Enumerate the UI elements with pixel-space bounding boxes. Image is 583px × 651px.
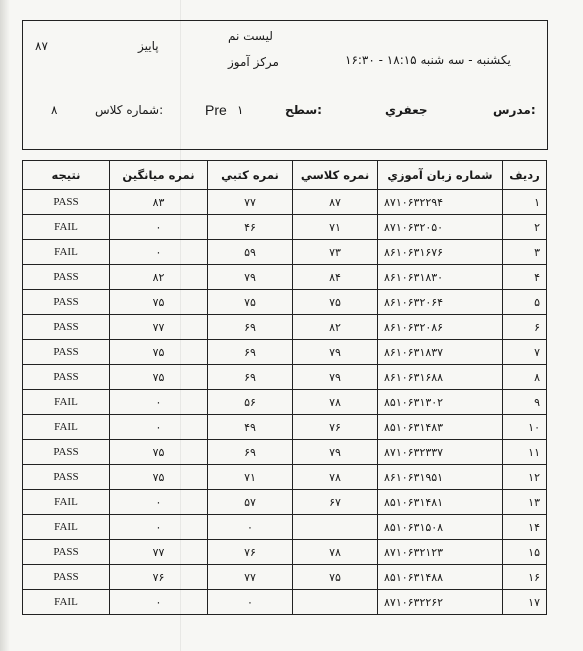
cell-index: ۱۲ (503, 465, 547, 490)
cell-student-id: ۸۶۱۰۶۳۱۹۵۱ (378, 465, 503, 490)
header-average: نمره ميانگين (110, 161, 208, 190)
table-row (23, 365, 547, 390)
cell-result: FAIL (23, 590, 110, 615)
table-row (23, 240, 547, 265)
table-row (23, 190, 547, 215)
document-header (22, 20, 548, 150)
cell-written-grade: ۴۶ (208, 215, 293, 240)
cell-index: ۶ (503, 315, 547, 340)
cell-class-grade: ۸۷ (293, 190, 378, 215)
cell-index: ۷ (503, 340, 547, 365)
cell-student-id: ۸۵۱۰۶۳۱۴۸۱ (378, 490, 503, 515)
cell-student-id: ۸۷۱۰۶۳۲۰۵۰ (378, 215, 503, 240)
cell-written-grade: ۷۵ (208, 290, 293, 315)
cell-class-grade: ۷۵ (293, 565, 378, 590)
header-class-grade: نمره كلاسي (293, 161, 378, 190)
cell-class-grade: ۸۲ (293, 315, 378, 340)
table-row (23, 265, 547, 290)
class-number-label: شماره کلاس: (95, 103, 164, 117)
table-row (23, 515, 547, 540)
cell-index: ۱۱ (503, 440, 547, 465)
table-row (23, 390, 547, 415)
table-row (23, 590, 547, 615)
cell-index: ۱۵ (503, 540, 547, 565)
table-row (23, 290, 547, 315)
cell-result: PASS (23, 190, 110, 215)
cell-class-grade: ۶۷ (293, 490, 378, 515)
level-label: سطح: (285, 103, 322, 117)
cell-index: ۱۶ (503, 565, 547, 590)
table-row (23, 215, 547, 240)
cell-student-id: ۸۶۱۰۶۳۱۶۸۸ (378, 365, 503, 390)
cell-average: ۷۵ (110, 340, 208, 365)
cell-written-grade: ۶۹ (208, 440, 293, 465)
cell-written-grade: ۴۹ (208, 415, 293, 440)
table-header-row (23, 161, 547, 190)
cell-class-grade (293, 515, 378, 540)
header-result: نتيجه (23, 161, 110, 190)
cell-written-grade: ۷۹ (208, 265, 293, 290)
title-fragment: لیست نم (228, 29, 273, 43)
cell-student-id: ۸۵۱۰۶۳۱۴۸۳ (378, 415, 503, 440)
teacher-name: جعفري (385, 103, 428, 117)
cell-class-grade: ۷۹ (293, 340, 378, 365)
cell-average: ۰ (110, 215, 208, 240)
cell-average: ۷۵ (110, 440, 208, 465)
cell-index: ۵ (503, 290, 547, 315)
header-written-grade: نمره كتبي (208, 161, 293, 190)
class-number-value: ۸ (51, 103, 58, 117)
cell-class-grade: ۷۹ (293, 365, 378, 390)
table-row (23, 315, 547, 340)
table-row (23, 340, 547, 365)
cell-result: FAIL (23, 415, 110, 440)
cell-class-grade: ۷۶ (293, 415, 378, 440)
cell-result: PASS (23, 290, 110, 315)
cell-result: PASS (23, 365, 110, 390)
cell-average: ۷۵ (110, 290, 208, 315)
cell-written-grade: ۷۶ (208, 540, 293, 565)
cell-index: ۴ (503, 265, 547, 290)
scan-edge-shadow (0, 0, 10, 651)
teacher-label: مدرس: (493, 103, 536, 117)
table-row (23, 540, 547, 565)
cell-result: PASS (23, 440, 110, 465)
cell-result: PASS (23, 340, 110, 365)
cell-student-id: ۸۷۱۰۶۳۲۱۲۳ (378, 540, 503, 565)
cell-student-id: ۸۵۱۰۶۳۱۳۰۲ (378, 390, 503, 415)
cell-written-grade: ۵۷ (208, 490, 293, 515)
cell-index: ۱۴ (503, 515, 547, 540)
cell-written-grade: ۰ (208, 515, 293, 540)
cell-index: ۸ (503, 365, 547, 390)
cell-class-grade: ۷۳ (293, 240, 378, 265)
cell-average: ۸۲ (110, 265, 208, 290)
schedule-text: یکشنبه - سه شنبه ۱۸:۱۵ - ۱۶:۳۰ (345, 53, 511, 67)
cell-average: ۷۵ (110, 465, 208, 490)
cell-average: ۰ (110, 515, 208, 540)
term-label: پاییز (138, 39, 159, 53)
cell-written-grade: ۷۱ (208, 465, 293, 490)
cell-student-id: ۸۶۱۰۶۳۲۰۶۴ (378, 290, 503, 315)
header-student-id: شماره زبان آموزي (378, 161, 503, 190)
cell-written-grade: ۶۹ (208, 340, 293, 365)
cell-written-grade: ۵۶ (208, 390, 293, 415)
cell-average: ۰ (110, 240, 208, 265)
cell-class-grade: ۷۱ (293, 215, 378, 240)
center-fragment: مرکز آموز (228, 55, 279, 69)
cell-index: ۳ (503, 240, 547, 265)
cell-written-grade: ۷۷ (208, 190, 293, 215)
cell-result: PASS (23, 265, 110, 290)
cell-class-grade: ۷۸ (293, 540, 378, 565)
cell-written-grade: ۶۹ (208, 315, 293, 340)
level-value-latin: Pre (205, 102, 227, 118)
cell-result: FAIL (23, 215, 110, 240)
cell-average: ۸۳ (110, 190, 208, 215)
cell-student-id: ۸۵۱۰۶۳۱۵۰۸ (378, 515, 503, 540)
cell-written-grade: ۰ (208, 590, 293, 615)
cell-average: ۷۵ (110, 365, 208, 390)
cell-average: ۰ (110, 415, 208, 440)
header-index: رديف (503, 161, 547, 190)
cell-average: ۰ (110, 390, 208, 415)
cell-index: ۱۳ (503, 490, 547, 515)
cell-index: ۱۰ (503, 415, 547, 440)
cell-student-id: ۸۶۱۰۶۳۲۰۸۶ (378, 315, 503, 340)
term-code: ۸۷ (35, 39, 48, 53)
cell-result: PASS (23, 315, 110, 340)
cell-index: ۲ (503, 215, 547, 240)
cell-student-id: ۸۷۱۰۶۳۲۳۳۷ (378, 440, 503, 465)
cell-index: ۹ (503, 390, 547, 415)
cell-student-id: ۸۶۱۰۶۳۱۸۳۰ (378, 265, 503, 290)
cell-written-grade: ۷۷ (208, 565, 293, 590)
table-row (23, 440, 547, 465)
cell-result: FAIL (23, 390, 110, 415)
table-row (23, 465, 547, 490)
cell-average: ۷۶ (110, 565, 208, 590)
cell-student-id: ۸۶۱۰۶۳۱۸۳۷ (378, 340, 503, 365)
cell-class-grade: ۷۵ (293, 290, 378, 315)
cell-written-grade: ۵۹ (208, 240, 293, 265)
cell-index: ۱ (503, 190, 547, 215)
cell-result: FAIL (23, 490, 110, 515)
cell-result: FAIL (23, 240, 110, 265)
table-row (23, 490, 547, 515)
table-row (23, 415, 547, 440)
table-row (23, 565, 547, 590)
cell-average: ۰ (110, 590, 208, 615)
cell-written-grade: ۶۹ (208, 365, 293, 390)
cell-class-grade: ۷۸ (293, 465, 378, 490)
cell-student-id: ۸۷۱۰۶۳۲۲۹۴ (378, 190, 503, 215)
cell-result: PASS (23, 465, 110, 490)
cell-class-grade: ۷۹ (293, 440, 378, 465)
cell-student-id: ۸۷۱۰۶۳۲۲۶۲ (378, 590, 503, 615)
cell-student-id: ۸۶۱۰۶۳۱۶۷۶ (378, 240, 503, 265)
cell-class-grade (293, 590, 378, 615)
grades-table (22, 160, 547, 615)
cell-class-grade: ۸۴ (293, 265, 378, 290)
cell-result: PASS (23, 565, 110, 590)
level-value-num: ۱ (237, 103, 244, 117)
cell-index: ۱۷ (503, 590, 547, 615)
cell-class-grade: ۷۸ (293, 390, 378, 415)
cell-average: ۷۷ (110, 540, 208, 565)
cell-result: PASS (23, 540, 110, 565)
cell-average: ۷۷ (110, 315, 208, 340)
cell-result: FAIL (23, 515, 110, 540)
cell-average: ۰ (110, 490, 208, 515)
cell-student-id: ۸۵۱۰۶۳۱۴۸۸ (378, 565, 503, 590)
